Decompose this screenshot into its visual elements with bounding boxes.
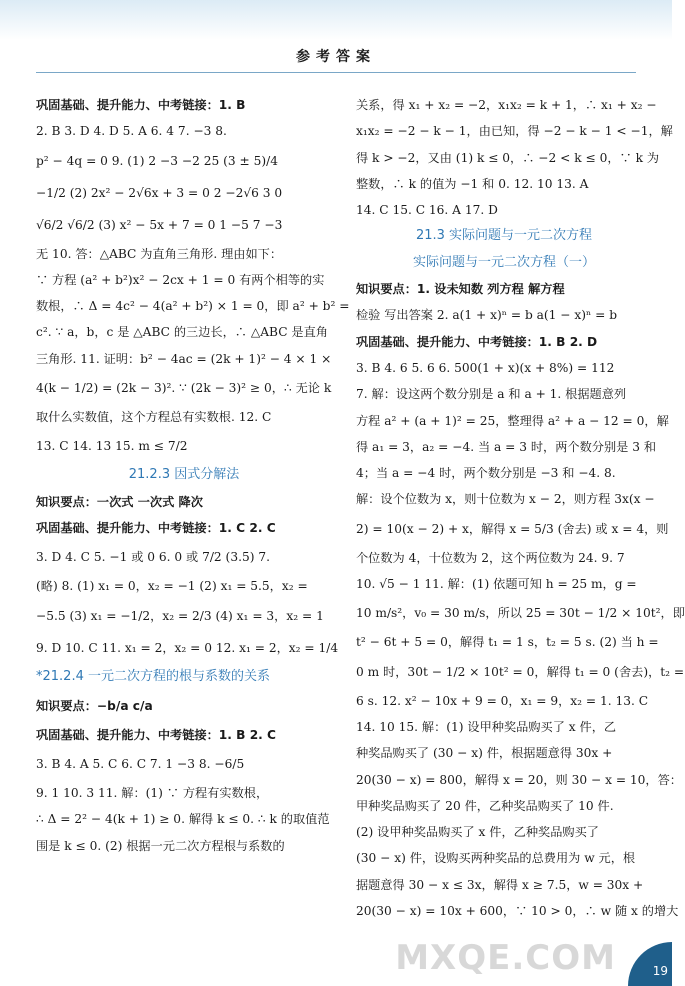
answer-line: 10 m/s²，v₀ = 30 m/s，所以 25 = 30t − 1/2 × 10t²，即	[356, 606, 685, 621]
answer-line: √6/2 √6/2 (3) x² − 5x + 7 = 0 1 −5 7 −3	[36, 217, 283, 232]
answer-line: 据题意得 30 − x ≤ 3x，解得 x ≥ 7.5，w = 30x +	[356, 877, 644, 892]
right-column	[356, 92, 685, 924]
answer-line: 解：设个位数为 x，则十位数为 x − 2，则方程 3x(x −	[356, 492, 655, 507]
section-heading: 21.2.3 因式分解法	[128, 467, 240, 483]
answer-line: c². ∵ a，b，c 是 △ABC 的三边长，∴ △ABC 是直角	[36, 325, 328, 340]
top-band	[0, 0, 672, 40]
answer-line: ∴ Δ = 2² − 4(k + 1) ≥ 0. 解得 k ≤ 0. ∴ k 的取值范	[36, 812, 330, 827]
answer-line: 20(30 − x) = 10x + 600，∵ 10 > 0，∴ w 随 x 的增大	[356, 904, 679, 919]
answer-line: 方程 a² + (a + 1)² = 25，整理得 a² + a − 12 = 0，解	[356, 413, 669, 428]
left-column	[36, 92, 350, 859]
answer-line: 数根，∴ Δ = 4c² − 4(a² + b²) × 1 = 0，即 a² + b² =	[36, 299, 350, 314]
answer-line: t² − 6t + 5 = 0，解得 t₁ = 1 s，t₂ = 5 s. (2) 当 h =	[356, 635, 659, 650]
answer-line: ∵ 方程 (a² + b²)x² − 2cx + 1 = 0 有两个相等的实	[36, 272, 325, 287]
answer-line: 9. 1 10. 3 11. 解：(1) ∵ 方程有实数根，	[36, 786, 269, 801]
answer-line: 知识要点：一次式 一次式 降次	[36, 494, 203, 509]
answer-line: 6 s. 12. x² − 10x + 9 = 0，x₁ = 9，x₂ = 1. 13. C	[356, 693, 649, 708]
answer-line: 4；当 a = −4 时，两个数分别是 −3 和 −4. 8.	[356, 466, 616, 481]
answer-line: 9. D 10. C 11. x₁ = 2，x₂ = 0 12. x₁ = 2，x₂ = 1/4	[36, 640, 339, 655]
answer-line: 检验 写出答案 2. a(1 + x)ⁿ = b a(1 − x)ⁿ = b	[356, 308, 618, 323]
answer-line: x₁x₂ = −2 − k − 1，由已知，得 −2 − k − 1 < −1，解	[356, 124, 673, 139]
answer-line: 2. B 3. D 4. D 5. A 6. 4 7. −3 8.	[36, 124, 227, 139]
answer-line: 取什么实数值，这个方程总有实数根. 12. C	[36, 410, 272, 425]
answer-line: 围是 k ≤ 0. (2) 根据一元二次方程根与系数的	[36, 838, 285, 853]
answer-line: 巩固基础、提升能力、中考链接：1. B 2. D	[356, 334, 598, 349]
answer-line: 整数，∴ k 的值为 −1 和 0. 12. 10 13. A	[356, 176, 589, 191]
answer-line: 知识要点：1. 设未知数 列方程 解方程	[356, 282, 565, 297]
page-number: 19	[628, 942, 672, 986]
answer-line: 10. √5 − 1 11. 解：(1) 依题可知 h = 25 m，g =	[356, 577, 637, 592]
answer-line: 得 a₁ = 3，a₂ = −4. 当 a = 3 时，两个数分别是 3 和	[356, 439, 657, 454]
answer-line: 3. B 4. A 5. C 6. C 7. 1 −3 8. −6/5	[36, 757, 245, 772]
answer-line: 3. B 4. 6 5. 6 6. 500(1 + x)(x + 8%) = 112	[356, 360, 615, 375]
answer-line: 20(30 − x) = 800，解得 x = 20，则 30 − x = 10，答：	[356, 772, 682, 787]
answer-line: 巩固基础、提升能力、中考链接：1. C 2. C	[36, 520, 276, 535]
answer-line: 得 k > −2，又由 (1) k ≤ 0，∴ −2 < k ≤ 0，∵ k 为	[356, 150, 660, 165]
answer-line: p² − 4q = 0 9. (1) 2 −3 −2 25 (3 ± 5)/4	[36, 153, 278, 168]
section-heading: 21.3 实际问题与一元二次方程	[415, 228, 593, 244]
answer-line: 14. C 15. C 16. A 17. D	[356, 203, 498, 218]
answer-line: (略) 8. (1) x₁ = 0，x₂ = −1 (2) x₁ = 5.5，x₂ =	[36, 579, 308, 594]
answer-line: 14. 10 15. 解：(1) 设甲种奖品购买了 x 件，乙	[356, 719, 617, 734]
answer-line: 巩固基础、提升能力、中考链接：1. B	[36, 98, 246, 112]
answer-line: (30 − x) 件，设购买两种奖品的总费用为 w 元，根	[356, 851, 636, 866]
answer-line: (2) 设甲种奖品购买了 x 件，乙种奖品购买了	[356, 825, 599, 840]
answer-line: 无 10. 答：△ABC 为直角三角形. 理由如下：	[36, 246, 283, 261]
page-title: 参考答案	[296, 49, 376, 65]
answer-line: 巩固基础、提升能力、中考链接：1. B 2. C	[36, 727, 276, 742]
answer-line: 0 m 时，30t − 1/2 × 10t² = 0，解得 t₁ = 0 (舍去)，t₂ =	[356, 664, 685, 679]
answer-line: 个位数为 4，十位数为 2，这个两位数为 24. 9. 7	[356, 550, 625, 565]
answer-line: 7. 解：设这两个数分别是 a 和 a + 1. 根据题意列	[356, 387, 627, 402]
answer-line: 知识要点：−b/a c/a	[36, 698, 153, 713]
subsection-heading: 实际问题与一元二次方程（一）	[412, 254, 595, 270]
answer-line: 13. C 14. 13 15. m ≤ 7/2	[36, 439, 188, 454]
section-heading: *21.2.4 一元二次方程的根与系数的关系	[36, 668, 270, 684]
answer-line: −5.5 (3) x₁ = −1/2，x₂ = 2/3 (4) x₁ = 3，x₂ = 1	[36, 608, 324, 623]
answer-line: 2) = 10(x − 2) + x，解得 x = 5/3 (舍去) 或 x = 4，则	[356, 521, 669, 536]
answer-line: 4(k − 1/2) = (2k − 3)². ∵ (2k − 3)² ≥ 0，∴ 无论 k	[36, 381, 332, 396]
header-divider	[36, 72, 636, 73]
answer-line: 种奖品购买了 (30 − x) 件，根据题意得 30x +	[356, 746, 613, 761]
answer-line: −1/2 (2) 2x² − 2√6x + 3 = 0 2 −2√6 3 0	[36, 185, 283, 200]
answer-line: 3. D 4. C 5. −1 或 0 6. 0 或 7/2 (3.5) 7.	[36, 550, 270, 565]
answer-line: 关系，得 x₁ + x₂ = −2，x₁x₂ = k + 1，∴ x₁ + x₂ −	[356, 98, 657, 112]
answer-line: 三角形. 11. 证明：b² − 4ac = (2k + 1)² − 4 × 1 ×	[36, 351, 332, 366]
watermark: MXQE.COM	[395, 938, 616, 978]
answer-line: 甲种奖品购买了 20 件，乙种奖品购买了 10 件.	[356, 798, 614, 813]
